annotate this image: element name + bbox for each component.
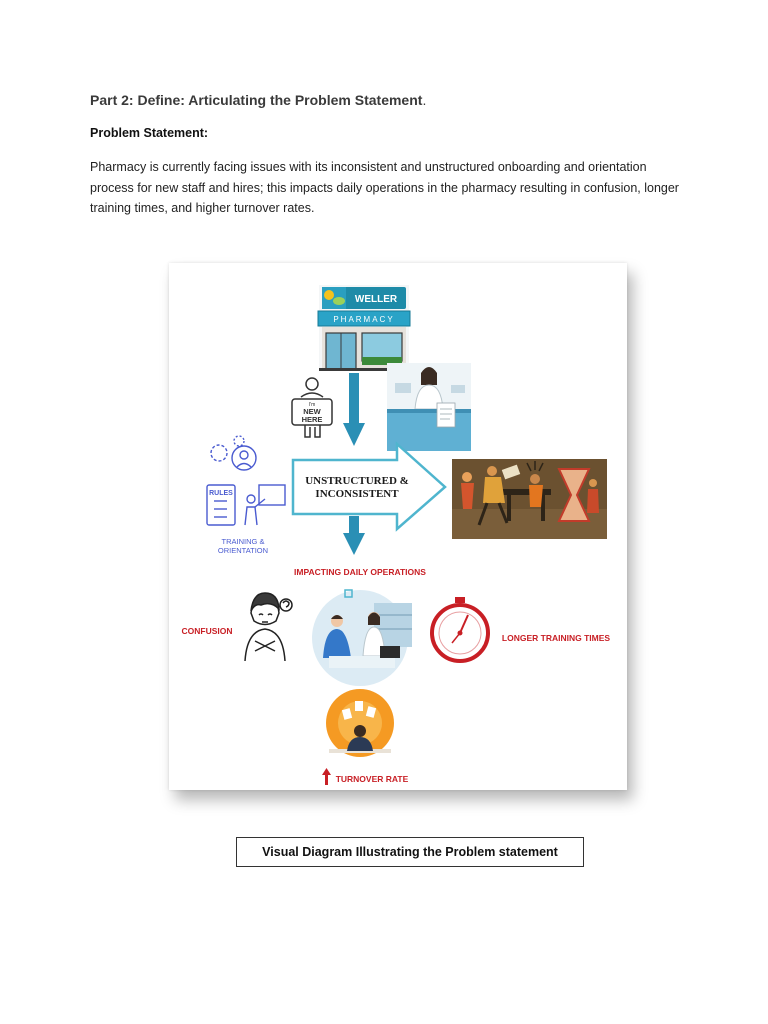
figure-caption: Visual Diagram Illustrating the Problem statement <box>236 837 584 867</box>
heading-period: . <box>422 92 427 108</box>
problem-statement-label: Problem Statement: <box>90 126 209 140</box>
new-here-person-icon <box>292 378 332 437</box>
chaotic-workplace-image <box>452 459 607 539</box>
new-here-line3: HERE <box>301 415 323 424</box>
confusion-label: CONFUSION <box>181 626 233 636</box>
stressed-worker-icon <box>326 689 394 757</box>
longer-training-times-label: LONGER TRAINING TIMES <box>501 633 611 643</box>
store-sign-text: PHARMACY <box>333 315 395 324</box>
training-label-line1: TRAINING & <box>221 537 265 546</box>
arrow-up-icon <box>322 768 331 785</box>
arrow-text-line1: UNSTRUCTURED & <box>305 475 409 487</box>
pharmacy-store-icon <box>318 285 410 371</box>
new-here-line2: NEW <box>303 407 321 416</box>
store-name-text: WELLER <box>354 294 398 305</box>
unstructured-arrow <box>293 444 445 529</box>
turnover-rate-label: TURNOVER RATE <box>335 774 409 784</box>
pharmacy-consultation-image <box>312 590 412 686</box>
problem-statement-paragraph: Pharmacy is currently facing issues with its inconsistent and unstructured onboarding and orientation process for new staff and hires; this impacts daily operations in the pharmacy resulting in confusion, longer training times, and higher turnover rates. <box>90 160 679 215</box>
diagram-canvas <box>169 263 627 790</box>
training-label-line2: ORIENTATION <box>217 546 269 555</box>
confused-person-icon <box>245 593 292 661</box>
stopwatch-icon <box>432 597 488 661</box>
section-heading-text: Part 2: Define: Articulating the Problem Statement <box>90 92 423 108</box>
impacting-daily-operations-label: IMPACTING DAILY OPERATIONS <box>294 567 426 577</box>
arrow-down-icon-2 <box>343 516 365 555</box>
rules-label: RULES <box>209 490 233 497</box>
new-here-line1: I'm <box>308 402 316 408</box>
pharmacist-counter-image <box>387 363 471 451</box>
arrow-text-line2: INCONSISTENT <box>315 488 399 500</box>
section-heading <box>90 92 426 108</box>
arrow-down-icon <box>343 373 365 446</box>
training-orientation-icon <box>207 436 285 525</box>
problem-diagram <box>169 263 627 790</box>
